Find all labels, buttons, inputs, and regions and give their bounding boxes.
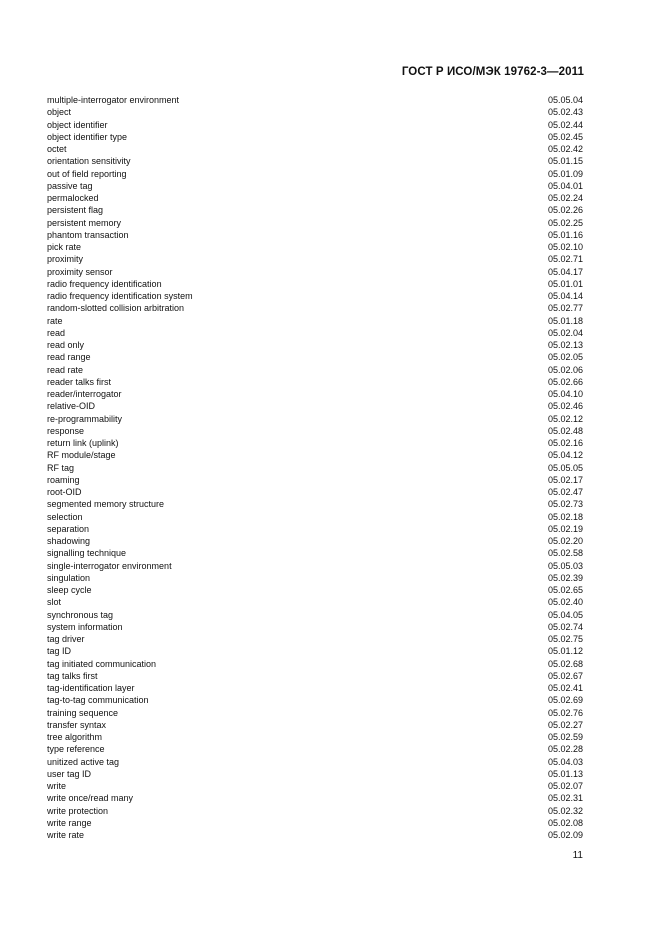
index-term: object identifier type: [47, 131, 128, 142]
index-code: 05.02.67: [547, 670, 583, 681]
index-term: read: [47, 327, 66, 338]
index-term: root-OID: [47, 487, 82, 497]
index-entry: [47, 327, 583, 339]
index-entry: [47, 217, 583, 229]
index-term: object identifier: [47, 119, 108, 130]
index-code: 05.01.16: [547, 229, 583, 240]
index-code: 05.02.24: [547, 193, 583, 203]
index-code: 05.02.05: [547, 352, 583, 363]
index-code: 05.02.68: [547, 658, 583, 669]
index-code: 05.02.65: [547, 585, 583, 595]
index-code: 05.02.09: [547, 830, 583, 840]
index-term: RF tag: [47, 462, 75, 473]
index-code: 05.04.05: [547, 609, 583, 620]
index-term: tag talks first: [47, 670, 98, 681]
index-entry: [47, 547, 583, 559]
index-entry: [47, 266, 583, 278]
index-code: 05.01.18: [547, 315, 583, 326]
index-code: 05.02.27: [547, 719, 583, 730]
index-term: radio frequency identification system: [47, 291, 193, 301]
index-entry: [47, 168, 583, 180]
index-code: 05.02.75: [547, 634, 583, 644]
index-code: 05.04.01: [547, 180, 583, 191]
index-term: write rate: [47, 830, 85, 840]
index-entry: [47, 388, 583, 400]
index-code: 05.02.18: [547, 511, 583, 522]
index-entry: [47, 376, 583, 388]
index-code: 05.02.44: [547, 119, 583, 130]
index-entry: [47, 204, 583, 216]
index-term: user tag ID: [47, 768, 92, 779]
index-entry: [47, 253, 583, 265]
index-term: read only: [47, 340, 85, 350]
index-code: 05.02.59: [547, 732, 583, 742]
index-code: 05.02.77: [547, 303, 583, 314]
index-entry: [47, 94, 583, 106]
index-term: write range: [47, 817, 92, 828]
index-entry: [47, 511, 583, 523]
index-entry: [47, 400, 583, 412]
index-term: write once/read many: [47, 793, 134, 804]
index-code: 05.02.48: [547, 425, 583, 436]
index-code: 05.02.12: [547, 413, 583, 424]
index-term: tag initiated communication: [47, 658, 157, 669]
index-code: 05.02.76: [547, 707, 583, 718]
index-code: 05.04.03: [547, 756, 583, 767]
index-entry: [47, 462, 583, 474]
index-term: synchronous tag: [47, 609, 114, 620]
index-term: proximity: [47, 254, 84, 265]
index-code: 05.02.16: [547, 438, 583, 448]
index-term: out of field reporting: [47, 168, 127, 179]
index-term: shadowing: [47, 536, 91, 546]
index-entry: [47, 498, 583, 510]
index-code: 05.02.42: [547, 144, 583, 154]
index-code: 05.02.43: [547, 107, 583, 118]
document-header: ГОСТ Р ИСО/МЭК 19762-3—2011: [401, 66, 584, 78]
index-term: object: [47, 107, 72, 118]
index-code: 05.02.46: [547, 401, 583, 412]
index-entry: [47, 694, 583, 706]
index-code: 05.02.19: [547, 523, 583, 534]
index-term: system information: [47, 621, 123, 632]
index-code: 05.02.13: [547, 340, 583, 350]
index-term: transfer syntax: [47, 719, 107, 730]
index-term: segmented memory structure: [47, 499, 165, 510]
term-index-list: [47, 94, 583, 841]
index-term: write: [47, 781, 67, 791]
index-term: reader talks first: [47, 376, 112, 387]
index-code: 05.02.07: [547, 781, 583, 791]
index-term: read range: [47, 352, 91, 363]
index-term: tag driver: [47, 634, 85, 644]
index-entry: [47, 633, 583, 645]
index-entry: [47, 829, 583, 841]
index-term: radio frequency identification: [47, 278, 162, 289]
index-term: relative-OID: [47, 401, 96, 412]
index-entry: [47, 486, 583, 498]
index-code: 05.01.12: [547, 646, 583, 657]
index-code: 05.02.20: [547, 536, 583, 546]
index-term: permalocked: [47, 193, 99, 203]
index-entry: [47, 192, 583, 204]
index-entry: [47, 572, 583, 584]
index-entry: [47, 413, 583, 425]
index-term: signalling technique: [47, 548, 127, 559]
index-entry: [47, 584, 583, 596]
index-term: phantom transaction: [47, 229, 129, 240]
index-entry: [47, 449, 583, 461]
index-code: 05.01.15: [547, 156, 583, 167]
index-entry: [47, 119, 583, 131]
index-code: 05.04.17: [547, 266, 583, 277]
index-term: read rate: [47, 364, 84, 375]
index-term: roaming: [47, 474, 80, 485]
index-term: return link (uplink): [47, 438, 119, 448]
index-term: pick rate: [47, 242, 82, 252]
page-number: 11: [572, 850, 583, 861]
index-entry: [47, 731, 583, 743]
index-term: tag-to-tag communication: [47, 695, 149, 706]
index-entry: [47, 707, 583, 719]
index-code: 05.05.04: [547, 95, 583, 105]
index-code: 05.02.73: [547, 499, 583, 510]
index-term: proximity sensor: [47, 266, 113, 277]
index-entry: [47, 180, 583, 192]
index-code: 05.01.01: [547, 278, 583, 289]
index-code: 05.05.03: [547, 560, 583, 571]
index-code: 05.02.39: [547, 572, 583, 583]
index-entry: [47, 621, 583, 633]
index-term: tag ID: [47, 646, 72, 657]
index-term: selection: [47, 511, 83, 522]
index-entry: [47, 302, 583, 314]
index-code: 05.04.12: [547, 450, 583, 461]
index-entry: [47, 596, 583, 608]
index-term: persistent flag: [47, 205, 104, 216]
index-code: 05.02.06: [547, 364, 583, 375]
index-code: 05.02.31: [547, 793, 583, 804]
index-term: passive tag: [47, 180, 93, 191]
index-entry: [47, 756, 583, 768]
index-entry: [47, 670, 583, 682]
index-entry: [47, 609, 583, 621]
index-entry: [47, 768, 583, 780]
index-term: write protection: [47, 805, 109, 816]
index-term: re-programmability: [47, 413, 123, 424]
index-term: slot: [47, 597, 62, 608]
index-code: 05.02.10: [547, 242, 583, 252]
index-code: 05.02.45: [547, 131, 583, 142]
index-code: 05.02.08: [547, 817, 583, 828]
index-entry: [47, 682, 583, 694]
index-entry: [47, 143, 583, 155]
index-code: 05.02.25: [547, 217, 583, 228]
index-code: 05.02.71: [547, 254, 583, 265]
index-term: tree algorithm: [47, 732, 103, 742]
index-code: 05.02.58: [547, 548, 583, 559]
index-entry: [47, 339, 583, 351]
index-entry: [47, 437, 583, 449]
index-code: 05.02.69: [547, 695, 583, 706]
index-entry: [47, 817, 583, 829]
index-code: 05.02.28: [547, 744, 583, 755]
index-code: 05.04.10: [547, 389, 583, 399]
index-entry: [47, 535, 583, 547]
index-entry: [47, 290, 583, 302]
index-code: 05.02.66: [547, 376, 583, 387]
index-term: RF module/stage: [47, 450, 116, 461]
index-term: orientation sensitivity: [47, 156, 131, 167]
index-entry: [47, 364, 583, 376]
index-term: tag-identification layer: [47, 683, 135, 693]
index-term: single-interrogator environment: [47, 560, 172, 571]
index-entry: [47, 792, 583, 804]
index-code: 05.02.41: [547, 683, 583, 693]
index-entry: [47, 351, 583, 363]
index-code: 05.02.47: [547, 487, 583, 497]
index-term: persistent memory: [47, 217, 122, 228]
index-code: 05.02.04: [547, 327, 583, 338]
index-code: 05.05.05: [547, 462, 583, 473]
index-term: octet: [47, 144, 67, 154]
index-entry: [47, 241, 583, 253]
index-entry: [47, 560, 583, 572]
index-entry: [47, 719, 583, 731]
index-code: 05.02.26: [547, 205, 583, 216]
index-term: type reference: [47, 744, 105, 755]
index-entry: [47, 474, 583, 486]
index-entry: [47, 805, 583, 817]
index-code: 05.02.17: [547, 474, 583, 485]
index-code: 05.01.13: [547, 768, 583, 779]
index-code: 05.02.32: [547, 805, 583, 816]
index-entry: [47, 523, 583, 535]
index-term: response: [47, 425, 85, 436]
index-entry: [47, 131, 583, 143]
index-term: reader/interrogator: [47, 389, 122, 399]
index-code: 05.04.14: [547, 291, 583, 301]
index-code: 05.01.09: [547, 168, 583, 179]
index-entry: [47, 425, 583, 437]
index-term: unitized active tag: [47, 756, 120, 767]
index-code: 05.02.74: [547, 621, 583, 632]
index-entry: [47, 229, 583, 241]
index-term: sleep cycle: [47, 585, 92, 595]
index-entry: [47, 743, 583, 755]
index-term: rate: [47, 315, 63, 326]
index-term: multiple-interrogator environment: [47, 95, 180, 105]
index-entry: [47, 645, 583, 657]
index-term: training sequence: [47, 707, 119, 718]
index-term: singulation: [47, 572, 91, 583]
index-entry: [47, 155, 583, 167]
index-code: 05.02.40: [547, 597, 583, 608]
index-entry: [47, 658, 583, 670]
index-term: separation: [47, 523, 90, 534]
index-entry: [47, 315, 583, 327]
index-entry: [47, 278, 583, 290]
index-entry: [47, 780, 583, 792]
index-entry: [47, 106, 583, 118]
index-term: random-slotted collision arbitration: [47, 303, 185, 314]
